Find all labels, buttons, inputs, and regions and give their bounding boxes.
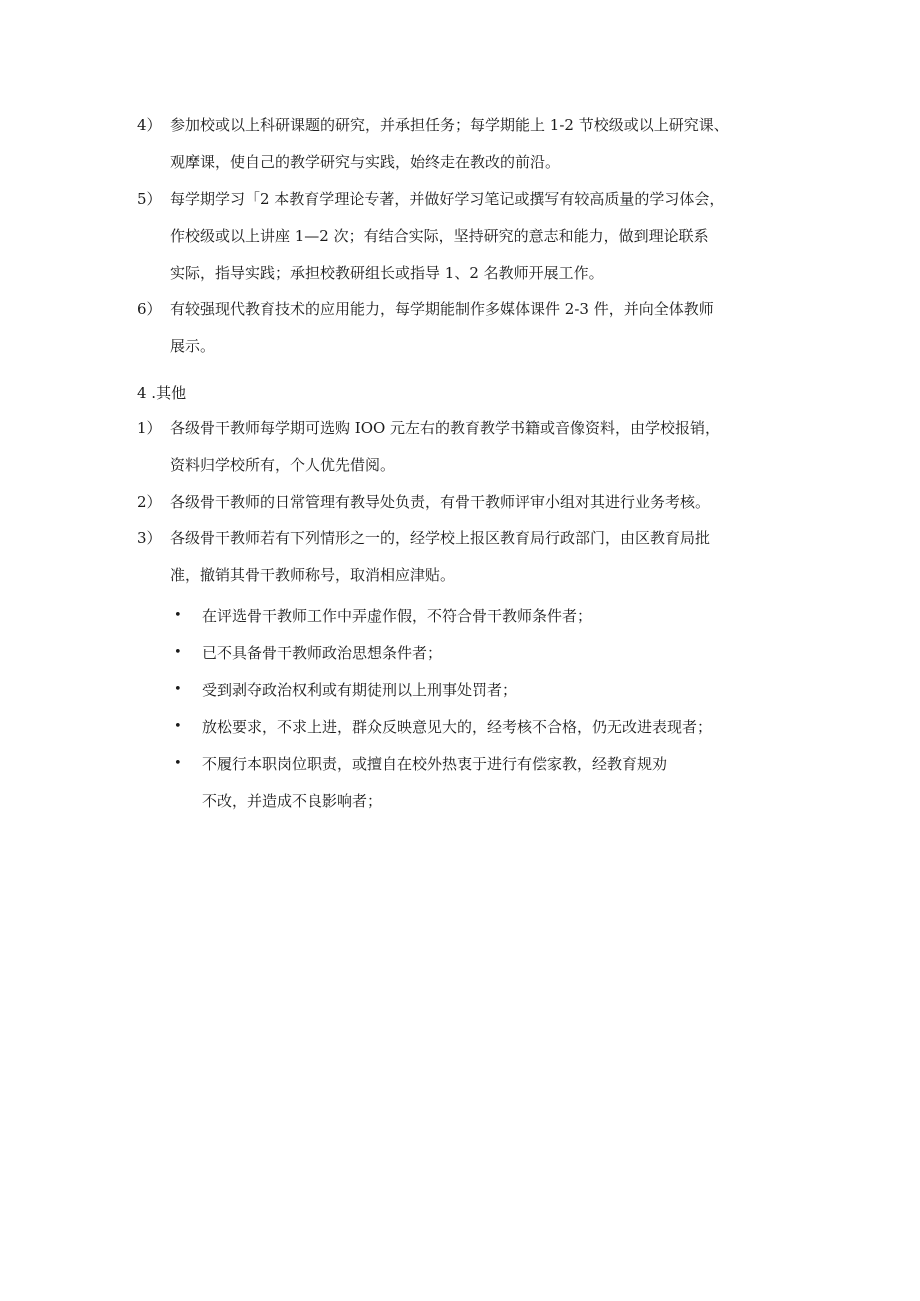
bullet-text-line: 受到剥夺政治权利或有期徒刑以上刑事处罚者； <box>202 681 518 699</box>
bullet-marker: • <box>174 719 182 734</box>
item-text-line: 各级骨干教师若有下列情形之一的，经学校上报区教育局行政部门，由区教育局批 <box>170 529 711 547</box>
item-number: 1） <box>137 419 162 437</box>
bullet-text-line: 在评选骨干教师工作中弄虚作假，不符合骨干教师条件者； <box>202 607 593 625</box>
item-text-line: 准，撤销其骨干教师称号，取消相应津贴。 <box>170 566 456 584</box>
item-number: 2） <box>137 493 162 511</box>
bullet-marker: • <box>174 645 182 660</box>
bullet-text-line: 不履行本职岗位职责，或擅自在校外热衷于进行有偿家教，经教育规劝 <box>202 755 668 773</box>
item-text-line: 观摩课，使自己的教学研究与实践，始终走在教改的前沿。 <box>170 153 561 171</box>
section-heading: 4 .其他 <box>137 384 187 402</box>
item-text-line: 作校级或以上讲座 1—2 次；有结合实际，坚持研究的意志和能力，做到理论联系 <box>170 227 709 245</box>
item-text-line: 实际，指导实践；承担校教研组长或指导 1、2 名教师开展工作。 <box>170 264 604 282</box>
item-text-line: 有较强现代教育技术的应用能力，每学期能制作多媒体课件 2-3 件，并向全体教师 <box>170 300 714 318</box>
item-number: 5） <box>137 190 162 208</box>
item-text-line: 资料归学校所有，个人优先借阅。 <box>170 456 396 474</box>
item-text-line: 各级骨干教师的日常管理有教导处负责，有骨干教师评审小组对其进行业务考核。 <box>170 493 711 511</box>
item-text-line: 各级骨干教师每学期可选购 IOO 元左右的教育教学书籍或音像资料，由学校报销， <box>170 419 721 437</box>
item-text-line: 每学期学习「2 本教育学理论专著，并做好学习笔记或撰写有较高质量的学习体会， <box>170 190 725 208</box>
item-text-line: 展示。 <box>170 337 216 355</box>
item-number: 6） <box>137 300 162 318</box>
bullet-text-line: 不改，并造成不良影响者； <box>202 792 383 810</box>
item-number: 4） <box>137 116 162 134</box>
bullet-marker: • <box>174 756 182 771</box>
bullet-marker: • <box>174 682 182 697</box>
item-text-line: 参加校或以上科研课题的研究，并承担任务；每学期能上 1-2 节校级或以上研究课、 <box>170 116 729 134</box>
bullet-text-line: 放松要求，不求上进，群众反映意见大的，经考核不合格，仍无改进表现者； <box>202 718 713 736</box>
item-number: 3） <box>137 529 162 547</box>
bullet-text-line: 已不具备骨干教师政治思想条件者； <box>202 644 443 662</box>
bullet-marker: • <box>174 608 182 623</box>
